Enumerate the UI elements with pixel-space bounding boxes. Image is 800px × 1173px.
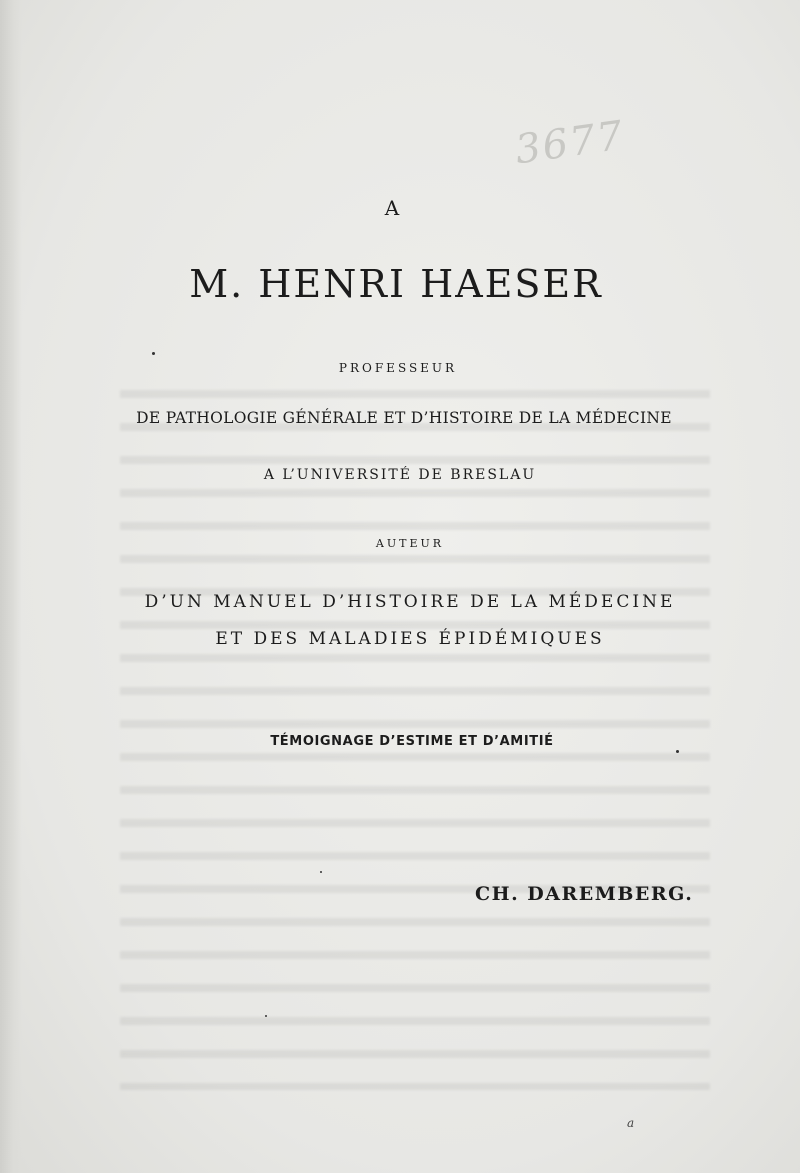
author-label: AUTEUR (375, 537, 445, 550)
handwritten-shelf-number: 3677 (512, 112, 628, 174)
dedicatee-chair: DE PATHOLOGIE GÉNÉRALE ET D’HISTOIRE DE LA MÉDECINE (136, 409, 672, 427)
signature-mark: a (627, 1116, 635, 1130)
ink-speck (152, 352, 155, 355)
dedicatee-university: A L’UNIVERSITÉ DE BRESLAU (263, 467, 537, 483)
dedicatee-name: M. HENRI HAESER (189, 262, 603, 306)
ink-speck (320, 871, 322, 873)
work-title-line-2: ET DES MALADIES ÉPIDÉMIQUES (215, 629, 605, 649)
ink-speck (265, 1015, 267, 1017)
work-title-line-1: D’UN MANUEL D’HISTOIRE DE LA MÉDECINE (144, 592, 676, 612)
ink-speck (676, 750, 679, 753)
author-signature: CH. DAREMBERG. (475, 883, 694, 905)
dedication-to: A (384, 196, 400, 220)
dedicatee-role: PROFESSEUR (338, 361, 458, 375)
tribute-line: TÉMOIGNAGE D’ESTIME ET D’AMITIÉ (270, 734, 554, 749)
page-gutter-shadow (0, 0, 22, 1173)
